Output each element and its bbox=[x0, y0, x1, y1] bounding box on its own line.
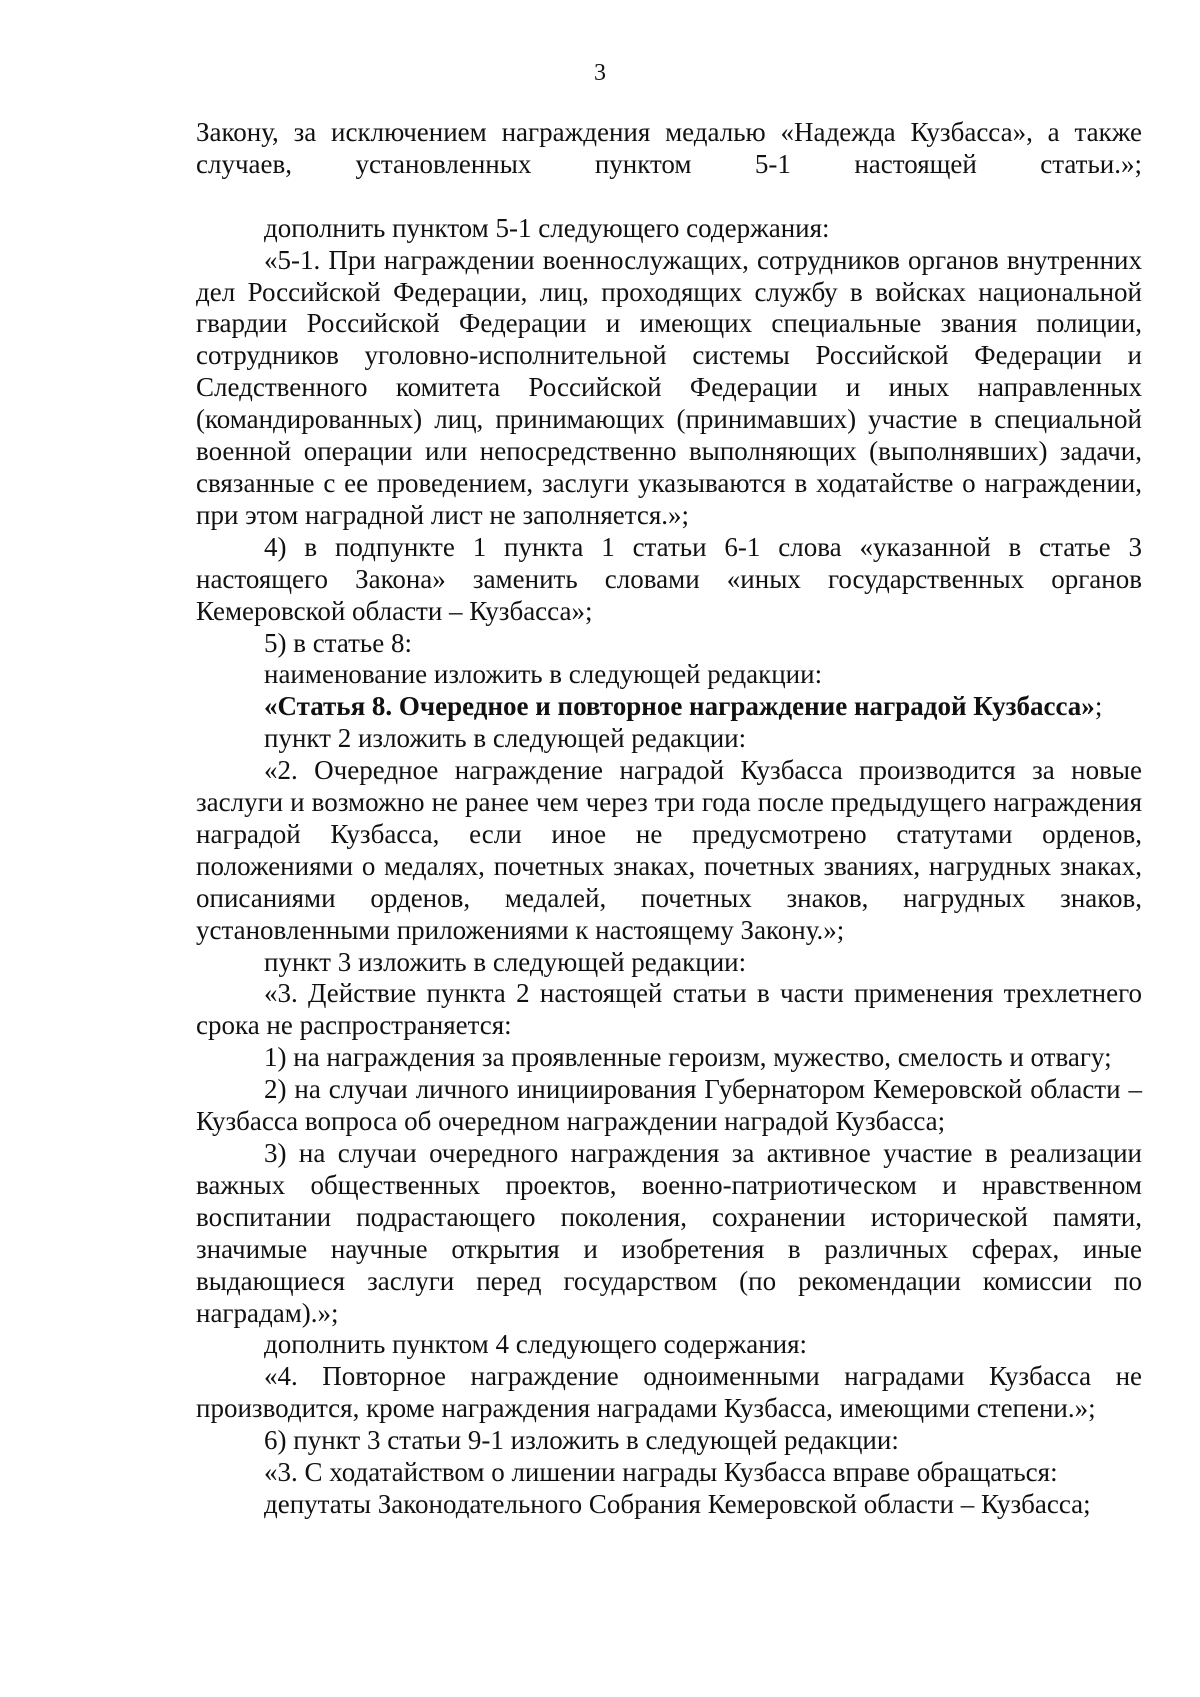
paragraph-title-redaction: наименование изложить в следующей редакции: bbox=[264, 659, 823, 690]
paragraph-item-4: 4) в подпункте 1 пункта 1 статьи 6-1 слова «указанной в статье 3 настоящего Закона» заменить словами «иных государственных органов Кемеровской области – Кузбасса»; bbox=[196, 531, 1142, 626]
page-number: 3 bbox=[594, 60, 606, 86]
paragraph-point-3-article-9-1: «3. С ходатайством о лишении награды Кузбасса вправе обращаться: bbox=[264, 1457, 1058, 1488]
paragraph-subitem-3: 3) на случаи очередного награждения за активное участие в реализации важных общественных проектов, военно-патриотическом и нравственном воспитании подрастающего поколения, сохранении исторической памяти, значимые научные открытия и изобретения в различных сферах, иные выдающиеся заслуги перед государством (по рекомендации комиссии по наградам).»; bbox=[196, 1138, 1142, 1328]
paragraph-add-point-4: дополнить пунктом 4 следующего содержания: bbox=[264, 1329, 808, 1360]
paragraph-continuation: Закону, за исключением награждения медалью «Надежда Кузбасса», а также случаев, установленных пунктом 5-1 настоящей статьи.»; bbox=[196, 117, 1142, 179]
paragraph-item-6: 6) пункт 3 статьи 9-1 изложить в следующей редакции: bbox=[264, 1425, 899, 1456]
paragraph-point-5-1: «5-1. При награждении военнослужащих, сотрудников органов внутренних дел Российской Федерации, лиц, проходящих службу в войсках национальной гвардии Российской Федерации и имеющих специальные звания полиции, сотрудников уголовно-исполнительной системы Российской Федерации и Следственного комитета Российской Федерации и иных направленных (командированных) лиц, принимающих (принимавших) участие в специальной военной операции или непосредственно выполняющих (выполнявших) задачи, связанные с ее проведением, заслуги указываются в ходатайстве о награждении, при этом наградной лист не заполняется.»; bbox=[196, 244, 1142, 530]
article-8-heading bbox=[196, 691, 1142, 723]
article-8-heading-bold: «Статья 8. Очередное и повторное награждение наградой Кузбасса» bbox=[264, 691, 1095, 722]
paragraph-add-point-5-1: дополнить пунктом 5-1 следующего содержания: bbox=[264, 212, 830, 243]
paragraph-deputies: депутаты Законодательного Собрания Кемеровской области – Кузбасса; bbox=[264, 1488, 1091, 1519]
paragraph-subitem-2: 2) на случаи личного инициирования Губернатором Кемеровской области – Кузбасса вопроса об очередном награждении наградой Кузбасса; bbox=[196, 1074, 1142, 1137]
paragraph-point-4: «4. Повторное награждение одноименными наградами Кузбасса не производится, кроме награждения наградами Кузбасса, имеющими степени.»; bbox=[196, 1361, 1142, 1424]
paragraph-point-2: «2. Очередное награждение наградой Кузбасса производится за новые заслуги и возможно не ранее чем через три года после предыдущего награждения наградой Кузбасса, если иное не предусмотрено статутами орденов, положениями о медалях, почетных знаках, почетных званиях, нагрудных знаках, описаниями орденов, медалей, почетных знаков, нагрудных знаков, установленными приложениями к настоящему Закону.»; bbox=[196, 755, 1142, 945]
paragraph-item-5: 5) в статье 8: bbox=[264, 627, 412, 658]
paragraph-point-2-redaction: пункт 2 изложить в следующей редакции: bbox=[264, 723, 747, 754]
document-body bbox=[196, 117, 1142, 1521]
paragraph-point-3-redaction: пункт 3 изложить в следующей редакции: bbox=[264, 946, 747, 977]
paragraph-point-3: «3. Действие пункта 2 настоящей статьи в части применения трехлетнего срока не распространяется: bbox=[196, 978, 1142, 1041]
article-8-heading-tail: ; bbox=[1094, 691, 1103, 722]
paragraph-subitem-1: 1) на награждения за проявленные героизм, мужество, смелость и отвагу; bbox=[264, 1042, 1112, 1073]
